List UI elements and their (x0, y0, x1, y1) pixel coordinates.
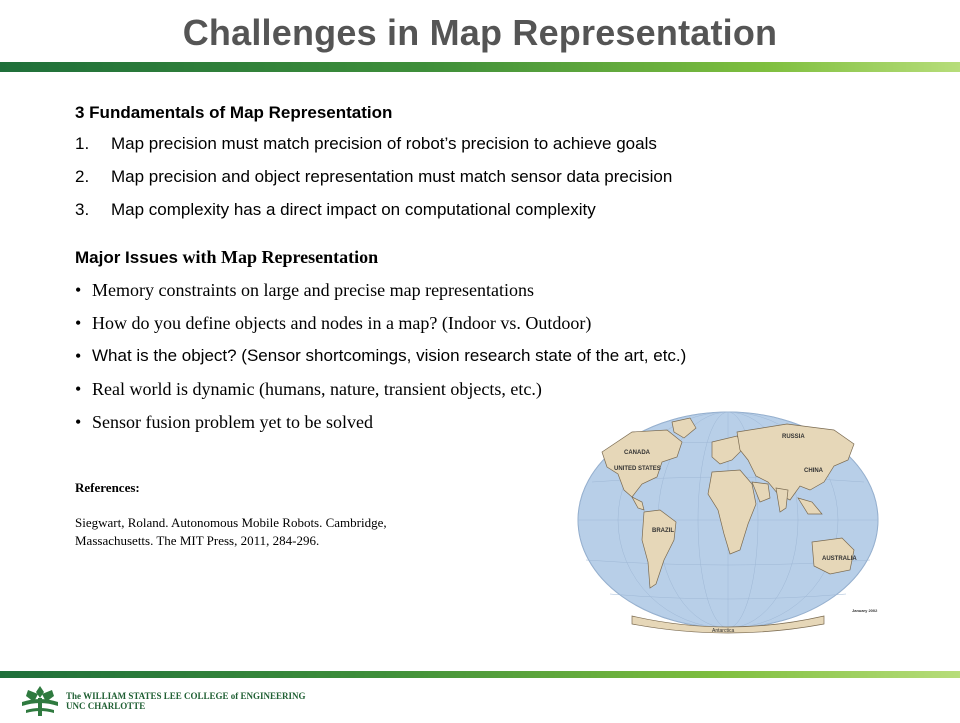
map-label-antarctica: Antarctica (712, 628, 735, 634)
list-item-number: 1. (75, 134, 90, 153)
fundamentals-heading: 3 Fundamentals of Map Representation (75, 103, 393, 122)
college-line-2: UNC CHARLOTTE (66, 701, 146, 711)
list-item-text: Map complexity has a direct impact on computational complexity (111, 200, 596, 219)
list-item (75, 345, 686, 367)
bullet-icon: • (75, 313, 82, 333)
list-item-text: Memory constraints on large and precise map representations (92, 280, 535, 300)
list-item-text: What is the object? (Sensor shortcomings, vision research state of the art, etc.) (92, 346, 687, 365)
college-logo-icon (18, 684, 62, 723)
bullet-icon: • (75, 346, 82, 366)
bullet-icon: • (75, 379, 82, 399)
map-label-canada: CANADA (624, 450, 650, 456)
list-item-number: 3. (75, 200, 90, 219)
map-label-brazil: BRAZIL (652, 528, 674, 534)
footer-divider-bar (0, 671, 960, 678)
college-name (66, 691, 306, 711)
list-item-number: 2. (75, 167, 90, 186)
title-divider-bar (0, 62, 960, 72)
slide-title: Challenges in Map Representation (182, 12, 778, 53)
bullet-icon: • (75, 280, 82, 300)
map-label-china: CHINA (804, 468, 823, 474)
bullet-icon: • (75, 412, 82, 432)
list-item (75, 166, 672, 188)
list-item-text: Sensor fusion problem yet to be solved (92, 412, 373, 432)
list-item (75, 312, 686, 334)
issues-heading-main: Major Issues (75, 248, 178, 267)
map-label-date: January 2002 (852, 608, 878, 613)
list-item (75, 378, 686, 400)
map-label-us: UNITED STATES (614, 466, 661, 472)
map-label-russia: RUSSIA (782, 434, 805, 440)
references-title: References: (75, 480, 140, 495)
list-item (75, 199, 672, 221)
list-item-text: Map precision and object representation must match sensor data precision (111, 167, 673, 186)
references-body (75, 514, 495, 550)
reference-line: Siegwart, Roland. Autonomous Mobile Robots. Cambridge, (75, 515, 387, 530)
list-item (75, 279, 686, 301)
list-item-text: Map precision must match precision of robot’s precision to achieve goals (111, 134, 657, 153)
list-item (75, 133, 672, 155)
issues-heading (75, 247, 378, 268)
world-map-image (572, 402, 888, 654)
issues-heading-rest: with Map Representation (178, 247, 379, 267)
map-label-australia: AUSTRALIA (822, 556, 857, 562)
fundamentals-list (75, 133, 672, 232)
college-line-1: The WILLIAM STATES LEE COLLEGE of ENGINEERING (66, 691, 306, 701)
list-item-text: Real world is dynamic (humans, nature, transient objects, etc.) (92, 379, 542, 399)
reference-line: Massachusetts. The MIT Press, 2011, 284-296. (75, 533, 320, 548)
list-item-text: How do you define objects and nodes in a map? (Indoor vs. Outdoor) (92, 313, 592, 333)
